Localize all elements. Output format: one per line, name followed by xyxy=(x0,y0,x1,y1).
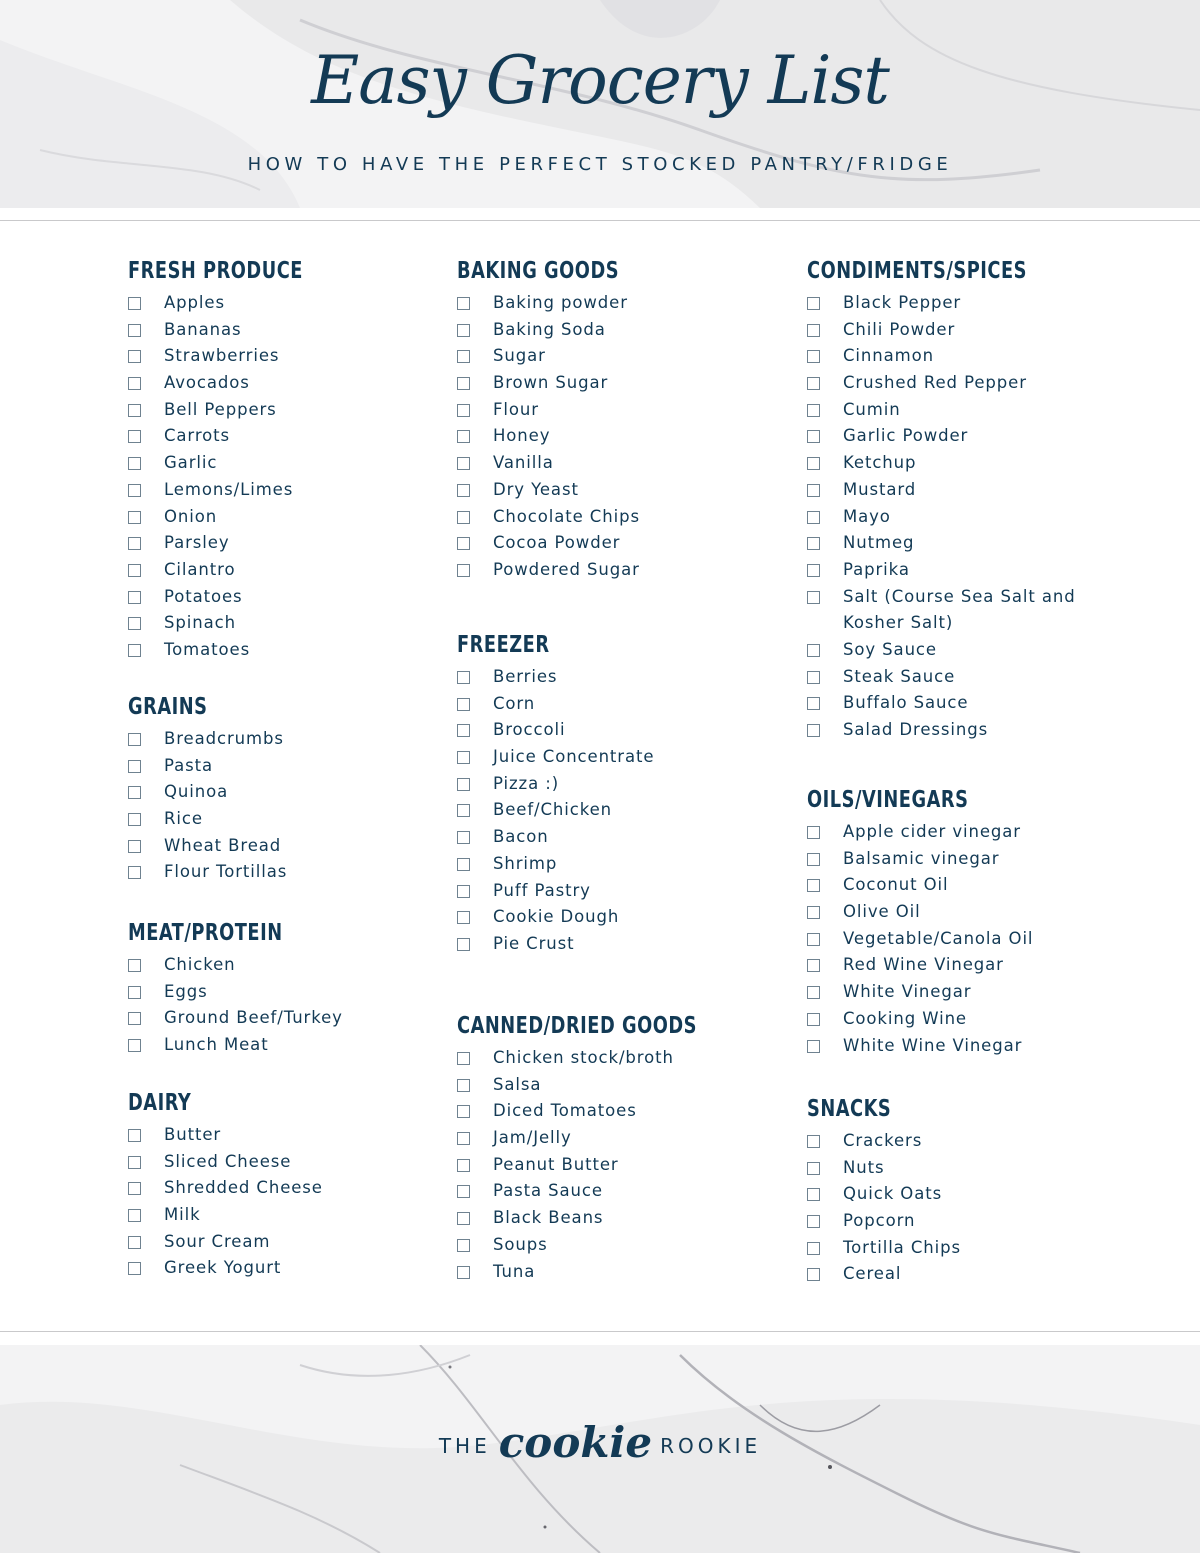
list-item: Onion xyxy=(128,504,458,531)
list-item: Pizza :) xyxy=(457,771,787,798)
checkbox[interactable] xyxy=(128,733,141,746)
list-item: Potatoes xyxy=(128,584,458,611)
checkbox[interactable] xyxy=(807,933,820,946)
checkbox[interactable] xyxy=(128,1236,141,1249)
checkbox[interactable] xyxy=(128,840,141,853)
checkbox[interactable] xyxy=(457,1239,470,1252)
section-oils-vinegars xyxy=(807,785,1137,1059)
page-subtitle: HOW TO HAVE THE PERFECT STOCKED PANTRY/FRIDGE xyxy=(247,154,953,175)
list-item: Mustard xyxy=(807,477,1137,504)
list-item: Olive Oil xyxy=(807,899,1137,926)
list-item: Quick Oats xyxy=(807,1181,1137,1208)
section-title: FREEZER xyxy=(457,632,550,658)
checkbox[interactable] xyxy=(128,959,141,972)
section-condiments-spices xyxy=(807,256,1137,744)
list-item: Broccoli xyxy=(457,717,787,744)
checkbox[interactable] xyxy=(807,537,820,550)
checkbox[interactable] xyxy=(807,1188,820,1201)
checkbox[interactable] xyxy=(807,404,820,417)
checkbox[interactable] xyxy=(457,1052,470,1065)
list-item: Cereal xyxy=(807,1261,1137,1288)
list-item: Juice Concentrate xyxy=(457,744,787,771)
list-item: Soups xyxy=(457,1232,787,1259)
checkbox[interactable] xyxy=(457,297,470,310)
list-item: Nuts xyxy=(807,1155,1137,1182)
list-item: Garlic xyxy=(128,450,458,477)
checkbox[interactable] xyxy=(807,853,820,866)
list-item: Crackers xyxy=(807,1128,1137,1155)
checkbox[interactable] xyxy=(807,1242,820,1255)
brand-text-left: THE xyxy=(438,1434,491,1458)
section-dairy xyxy=(128,1088,458,1282)
checkbox[interactable] xyxy=(457,778,470,791)
checkbox[interactable] xyxy=(457,564,470,577)
list-item: Chili Powder xyxy=(807,317,1137,344)
checkbox[interactable] xyxy=(457,858,470,871)
checkbox[interactable] xyxy=(457,511,470,524)
checkbox[interactable] xyxy=(128,786,141,799)
checkbox[interactable] xyxy=(807,671,820,684)
checkbox[interactable] xyxy=(457,1079,470,1092)
checkbox[interactable] xyxy=(457,751,470,764)
list-item: Lunch Meat xyxy=(128,1032,458,1059)
checkbox[interactable] xyxy=(128,986,141,999)
checkbox[interactable] xyxy=(128,813,141,826)
list-item: Berries xyxy=(457,664,787,691)
checkbox[interactable] xyxy=(128,484,141,497)
checkbox[interactable] xyxy=(128,404,141,417)
checkbox[interactable] xyxy=(457,1159,470,1172)
checkbox[interactable] xyxy=(457,377,470,390)
checkbox[interactable] xyxy=(457,457,470,470)
checkbox[interactable] xyxy=(807,511,820,524)
checkbox[interactable] xyxy=(457,938,470,951)
list-item: Cooking Wine xyxy=(807,1006,1137,1033)
checkbox[interactable] xyxy=(807,1040,820,1053)
checkbox[interactable] xyxy=(457,1266,470,1279)
checkbox[interactable] xyxy=(128,350,141,363)
checkbox[interactable] xyxy=(128,564,141,577)
checkbox[interactable] xyxy=(807,986,820,999)
list-item: Mayo xyxy=(807,504,1137,531)
checkbox[interactable] xyxy=(457,484,470,497)
checkbox[interactable] xyxy=(128,537,141,550)
section-canned-dried-goods xyxy=(457,1011,787,1285)
list-item: Chicken stock/broth xyxy=(457,1045,787,1072)
checkbox[interactable] xyxy=(807,644,820,657)
checkbox[interactable] xyxy=(128,644,141,657)
list-item: Vegetable/Canola Oil xyxy=(807,926,1137,953)
checkbox[interactable] xyxy=(807,297,820,310)
list-item: Eggs xyxy=(128,979,458,1006)
checkbox[interactable] xyxy=(457,324,470,337)
list-item: Bell Peppers xyxy=(128,397,458,424)
list-item: White Wine Vinegar xyxy=(807,1033,1137,1060)
brand-script: cookie xyxy=(498,1418,653,1467)
checkbox[interactable] xyxy=(457,671,470,684)
list-item: Jam/Jelly xyxy=(457,1125,787,1152)
list-item: Salt (Course Sea Salt and Kosher Salt) xyxy=(807,584,1093,637)
list-item: Nutmeg xyxy=(807,530,1137,557)
checkbox[interactable] xyxy=(457,1132,470,1145)
list-item: Pasta Sauce xyxy=(457,1178,787,1205)
list-item: Rice xyxy=(128,806,458,833)
checkbox[interactable] xyxy=(457,537,470,550)
list-item: Bacon xyxy=(457,824,787,851)
list-item: Salad Dressings xyxy=(807,717,1137,744)
list-item: Baking powder xyxy=(457,290,787,317)
checkbox[interactable] xyxy=(807,457,820,470)
list-item: Cilantro xyxy=(128,557,458,584)
list-item: Apples xyxy=(128,290,458,317)
list-item: Sliced Cheese xyxy=(128,1149,458,1176)
section-title: BAKING GOODS xyxy=(457,258,620,284)
list-item: Sour Cream xyxy=(128,1229,458,1256)
section-title: FRESH PRODUCE xyxy=(128,258,303,284)
checkbox[interactable] xyxy=(807,564,820,577)
section-title: GRAINS xyxy=(128,694,208,720)
checkbox[interactable] xyxy=(128,457,141,470)
header-divider xyxy=(0,220,1200,221)
list-item: Black Pepper xyxy=(807,290,1137,317)
list-item: Shredded Cheese xyxy=(128,1175,458,1202)
checkbox[interactable] xyxy=(807,879,820,892)
list-item: Honey xyxy=(457,423,787,450)
list-item: Popcorn xyxy=(807,1208,1137,1235)
checkbox[interactable] xyxy=(457,404,470,417)
list-item: Strawberries xyxy=(128,343,458,370)
checkbox[interactable] xyxy=(807,906,820,919)
list-item: Garlic Powder xyxy=(807,423,1137,450)
checkbox[interactable] xyxy=(457,911,470,924)
list-item: Cocoa Powder xyxy=(457,530,787,557)
list-item: Peanut Butter xyxy=(457,1152,787,1179)
checkbox[interactable] xyxy=(807,591,820,604)
list-item: Shrimp xyxy=(457,851,787,878)
checkbox[interactable] xyxy=(807,430,820,443)
list-item: Flour xyxy=(457,397,787,424)
checkbox[interactable] xyxy=(128,1182,141,1195)
checkbox[interactable] xyxy=(128,511,141,524)
checkbox[interactable] xyxy=(128,1129,141,1142)
checkbox[interactable] xyxy=(457,831,470,844)
list-item: Vanilla xyxy=(457,450,787,477)
checkbox[interactable] xyxy=(128,1156,141,1169)
checkbox[interactable] xyxy=(128,617,141,630)
list-item: Brown Sugar xyxy=(457,370,787,397)
brand-text-right: ROOKIE xyxy=(660,1434,762,1458)
checkbox[interactable] xyxy=(128,591,141,604)
footer-divider xyxy=(0,1331,1200,1332)
checkbox[interactable] xyxy=(807,484,820,497)
list-item: Chicken xyxy=(128,952,458,979)
section-grains xyxy=(128,692,458,886)
checkbox[interactable] xyxy=(128,760,141,773)
list-item: Ketchup xyxy=(807,450,1137,477)
checkbox[interactable] xyxy=(807,350,820,363)
list-item: Milk xyxy=(128,1202,458,1229)
list-item: Flour Tortillas xyxy=(128,859,458,886)
list-item: Cookie Dough xyxy=(457,904,787,931)
checkbox[interactable] xyxy=(807,1162,820,1175)
checkbox[interactable] xyxy=(807,959,820,972)
list-item: Cumin xyxy=(807,397,1137,424)
list-item: Dry Yeast xyxy=(457,477,787,504)
list-item: Bananas xyxy=(128,317,458,344)
checkbox[interactable] xyxy=(807,1135,820,1148)
checkbox[interactable] xyxy=(457,1212,470,1225)
list-item: Wheat Bread xyxy=(128,833,458,860)
list-item: Lemons/Limes xyxy=(128,477,458,504)
checkbox[interactable] xyxy=(807,377,820,390)
list-item: Apple cider vinegar xyxy=(807,819,1137,846)
checkbox[interactable] xyxy=(457,430,470,443)
list-item: Baking Soda xyxy=(457,317,787,344)
list-item: Tortilla Chips xyxy=(807,1235,1137,1262)
checkbox[interactable] xyxy=(128,1012,141,1025)
list-item: Tomatoes xyxy=(128,637,458,664)
list-item: Crushed Red Pepper xyxy=(807,370,1137,397)
list-item: Buffalo Sauce xyxy=(807,690,1137,717)
brand-logo xyxy=(0,1418,1200,1467)
checkbox[interactable] xyxy=(128,430,141,443)
section-title: DAIRY xyxy=(128,1090,192,1116)
checkbox[interactable] xyxy=(807,1268,820,1281)
list-item: Carrots xyxy=(128,423,458,450)
list-item: Steak Sauce xyxy=(807,664,1137,691)
checkbox[interactable] xyxy=(457,698,470,711)
page-title: Easy Grocery List xyxy=(311,42,889,119)
section-baking-goods xyxy=(457,256,787,584)
list-item: Puff Pastry xyxy=(457,878,787,905)
checkbox[interactable] xyxy=(807,1215,820,1228)
list-item: Spinach xyxy=(128,610,458,637)
list-item: Chocolate Chips xyxy=(457,504,787,531)
checkbox[interactable] xyxy=(128,1262,141,1275)
list-item: Avocados xyxy=(128,370,458,397)
list-item: Black Beans xyxy=(457,1205,787,1232)
list-item: Greek Yogurt xyxy=(128,1255,458,1282)
section-fresh-produce xyxy=(128,256,458,664)
checkbox[interactable] xyxy=(128,1209,141,1222)
section-snacks xyxy=(807,1094,1137,1288)
checkbox[interactable] xyxy=(457,1185,470,1198)
checkbox[interactable] xyxy=(807,1013,820,1026)
checkbox[interactable] xyxy=(807,697,820,710)
checkbox[interactable] xyxy=(457,724,470,737)
checkbox[interactable] xyxy=(457,885,470,898)
section-title: CANNED/DRIED GOODS xyxy=(457,1013,698,1039)
list-item: Cinnamon xyxy=(807,343,1137,370)
checkbox[interactable] xyxy=(457,804,470,817)
list-item: Tuna xyxy=(457,1259,787,1286)
list-item: Parsley xyxy=(128,530,458,557)
list-item: Soy Sauce xyxy=(807,637,1137,664)
list-item: Salsa xyxy=(457,1072,787,1099)
checkbox[interactable] xyxy=(128,1039,141,1052)
checkbox[interactable] xyxy=(128,324,141,337)
section-freezer xyxy=(457,630,787,958)
list-item: White Vinegar xyxy=(807,979,1137,1006)
section-meat-protein xyxy=(128,918,458,1059)
checkbox[interactable] xyxy=(807,826,820,839)
list-item: Coconut Oil xyxy=(807,872,1137,899)
section-title: SNACKS xyxy=(807,1096,892,1122)
list-item: Pasta xyxy=(128,753,458,780)
section-title: OILS/VINEGARS xyxy=(807,787,969,813)
section-title: CONDIMENTS/SPICES xyxy=(807,258,1027,284)
list-item: Ground Beef/Turkey xyxy=(128,1005,458,1032)
header-marble-background xyxy=(0,0,1200,208)
list-item: Balsamic vinegar xyxy=(807,846,1137,873)
list-item: Corn xyxy=(457,691,787,718)
list-item: Beef/Chicken xyxy=(457,797,787,824)
list-item: Pie Crust xyxy=(457,931,787,958)
section-title: MEAT/PROTEIN xyxy=(128,920,283,946)
checkbox[interactable] xyxy=(807,724,820,737)
checkbox[interactable] xyxy=(457,350,470,363)
list-item: Paprika xyxy=(807,557,1137,584)
checkbox[interactable] xyxy=(807,324,820,337)
checkbox[interactable] xyxy=(128,377,141,390)
list-item: Quinoa xyxy=(128,779,458,806)
list-item: Diced Tomatoes xyxy=(457,1098,787,1125)
list-item: Sugar xyxy=(457,343,787,370)
list-item: Breadcrumbs xyxy=(128,726,458,753)
list-item: Butter xyxy=(128,1122,458,1149)
checkbox[interactable] xyxy=(128,866,141,879)
list-item: Red Wine Vinegar xyxy=(807,952,1137,979)
checkbox[interactable] xyxy=(457,1105,470,1118)
checkbox[interactable] xyxy=(128,297,141,310)
list-item: Powdered Sugar xyxy=(457,557,787,584)
